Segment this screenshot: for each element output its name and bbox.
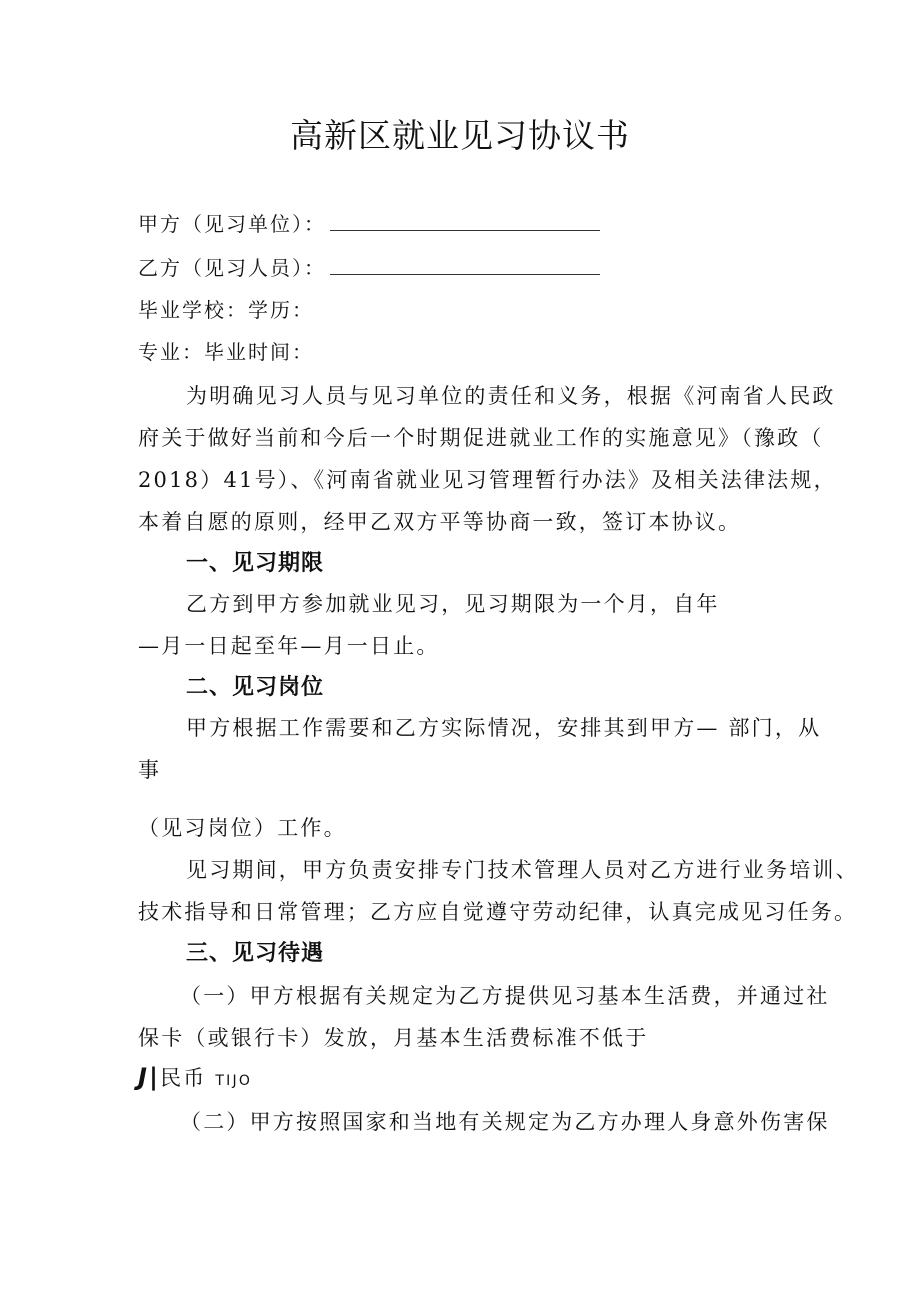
section-1-heading: 一、见习期限 bbox=[186, 551, 325, 576]
odd-small-text: TIJO bbox=[215, 1073, 253, 1089]
section-3-heading: 三、见习待遇 bbox=[186, 941, 325, 966]
section-2-line-5: 技术指导和日常管理；乙方应自觉遵守劳动纪律，认真完成见习任务。 bbox=[138, 900, 858, 924]
party-b-line bbox=[138, 252, 600, 281]
section-2-line-4: 见习期间，甲方负责安排专门技术管理人员对乙方进行业务培训、 bbox=[186, 858, 859, 882]
document-title: 高新区就业见习协议书 bbox=[290, 116, 630, 155]
party-b-blank bbox=[330, 260, 600, 275]
section-3-odd-line bbox=[138, 1062, 252, 1092]
section-3-line-2: 保卡（或银行卡）发放，月基本生活费标准不低于 bbox=[138, 1026, 649, 1050]
party-a-blank bbox=[330, 216, 600, 231]
section-3-line-4: （二）甲方按照国家和当地有关规定为乙方办理人身意外伤害保 bbox=[180, 1110, 830, 1134]
intro-line-3: 2018）41号）、《河南省就业见习管理暂行办法》及相关法律法规， bbox=[138, 468, 837, 492]
section-2-line-1: 甲方根据工作需要和乙方实际情况，安排其到甲方— 部门，从 bbox=[186, 716, 822, 740]
party-b-label: 乙方（见习人员）： bbox=[138, 256, 326, 280]
major-line: 专业：毕业时间： bbox=[138, 340, 314, 364]
intro-line-1: 为明确见习人员与见习单位的责任和义务，根据《河南省人民政 bbox=[186, 384, 836, 408]
odd-glyphs: J| bbox=[138, 1063, 161, 1091]
party-a-line bbox=[138, 208, 600, 237]
section-1-line-1: 乙方到甲方参加就业见习，见习期限为一个月，自年 bbox=[186, 592, 720, 616]
odd-rmb-text: 民币 bbox=[160, 1066, 207, 1090]
school-line: 毕业学校：学历： bbox=[138, 298, 314, 322]
section-3-line-1: （一）甲方根据有关规定为乙方提供见习基本生活费，并通过社 bbox=[180, 984, 830, 1008]
section-2-heading: 二、见习岗位 bbox=[186, 675, 325, 700]
intro-line-2: 府关于做好当前和今后一个时期促进就业工作的实施意见》（豫政（ bbox=[138, 426, 824, 450]
section-2-line-3: （见习岗位）工作。 bbox=[138, 816, 347, 840]
section-1-line-2: —月一日起至年—月一日止。 bbox=[138, 634, 440, 658]
intro-line-4: 本着自愿的原则，经甲乙双方平等协商一致，签订本协议。 bbox=[138, 510, 742, 534]
party-a-label: 甲方（见习单位）： bbox=[138, 212, 326, 236]
section-2-line-2: 事 bbox=[138, 758, 162, 782]
